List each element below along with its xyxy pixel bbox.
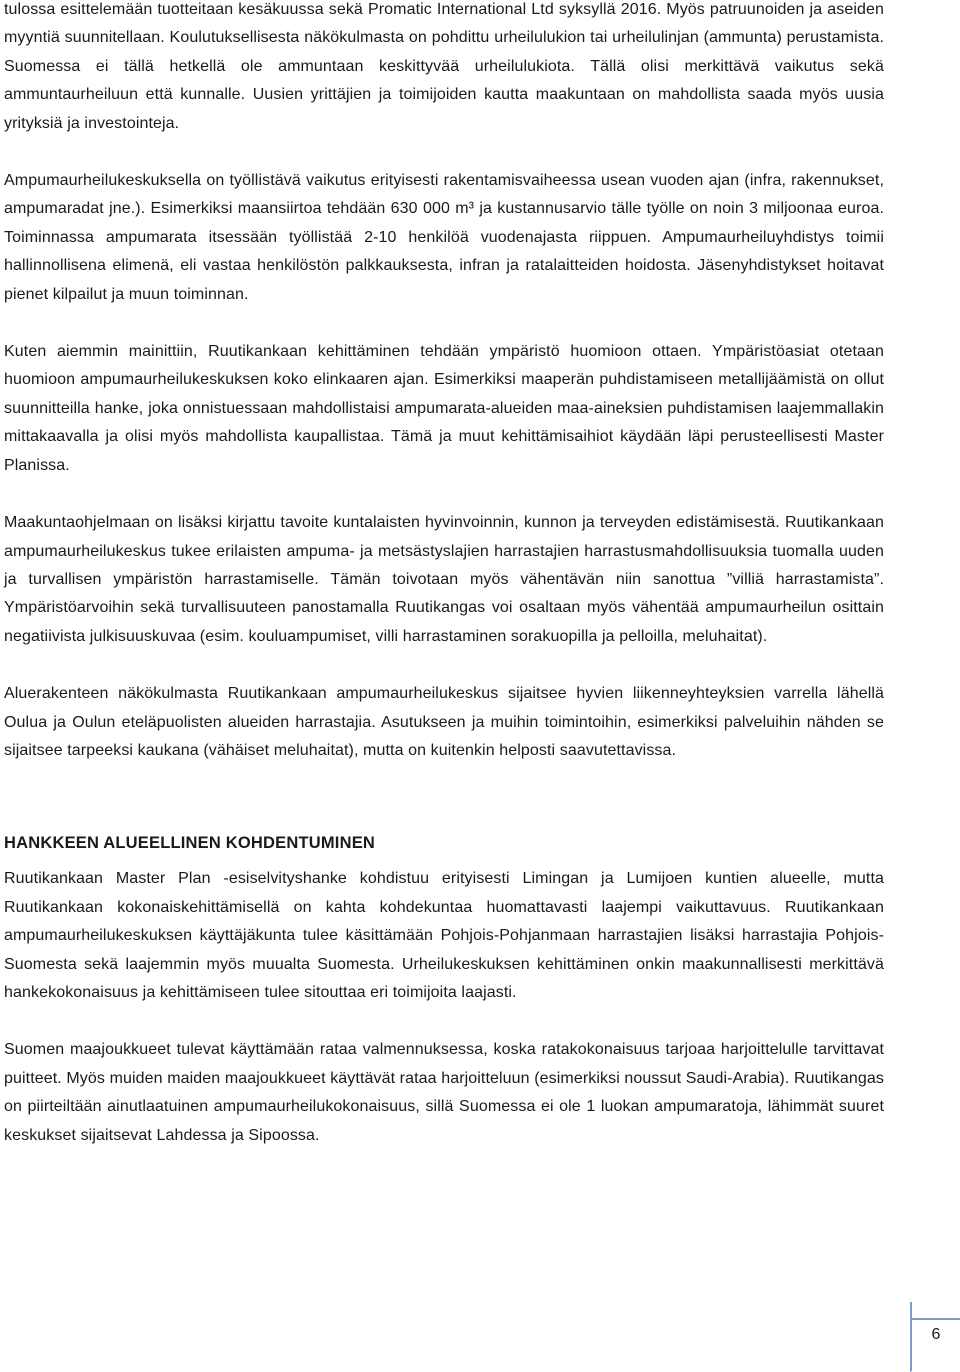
- paragraph: Ruutikankaan Master Plan -esiselvityshanke kohdistuu erityisesti Limingan ja Lumijoen kuntien alueelle, mutta Ruutikankaan kokonaiskehittämisellä on kahta kohdekuntaa huomattavasti laajempi vaikuttavuus. Ruutikankaan ampumaurheilukeskuksen käyttäjäkunta tulee käsittämään Pohjois-Pohjanmaan harrastajien lisäksi harrastajia Pohjois-Suomesta sekä laajemmin myös muualta Suomesta. Urheilukeskuksen kehittäminen onkin maakunnallisesti merkittävä hankekokonaisuus ja kehittämiseen tulee sitouttaa eri toimijoita laajasti.: [4, 870, 884, 1001]
- section-heading: HANKKEEN ALUEELLINEN KOHDENTUMINEN: [4, 834, 376, 853]
- paragraph: Suomen maajoukkueet tulevat käyttämään rataa valmennuksessa, koska ratakokonaisuus tarjoaa harjoittelulle tarvittavat puitteet. Myös muiden maiden maajoukkueet käyttävät rataa harjoitteluun (esimerkiksi noussut Saudi-Arabia). Ruutikangas on piirteiltään ainutlaatuinen ampumaurheilukokonaisuus, sillä Suomessa ei ole 1 luokan ampumaratoja, lähimmät suuret keskukset sijaitsevat Lahdessa ja Sipoossa.: [4, 1041, 884, 1144]
- page-number-box: [910, 1302, 960, 1372]
- page-number: 6: [931, 1326, 941, 1343]
- paragraph: Aluerakenteen näkökulmasta Ruutikankaan ampumaurheilukeskus sijaitsee hyvien liikenneyhteyksien varrella lähellä Oulua ja Oulun eteläpuolisten alueiden harrastajia. Asutukseen ja muihin toimintoihin, esimerkiksi palveluihin nähden se sijaitsee tarpeeksi kaukana (vähäiset meluhaitat), mutta on kuitenkin helposti saavutettavissa.: [4, 685, 884, 759]
- paragraph: tulossa esittelemään tuotteitaan kesäkuussa sekä Promatic International Ltd syksyllä 2016. Myös patruunoiden ja aseiden myyntiä suunnitellaan. Koulutuksellisesta näkökulmasta on pohdittu urheilulukion tai urheilulinjan (ammunta) perustamista. Suomessa ei tällä hetkellä ole ammuntaan keskittyvää urheilulukiota. Tällä olisi merkittävä vaikutus sekä ammuntaurheiluun että kunnalle. Uusien yrittäjien ja toimijoiden kautta maakuntaan on mahdollista saada myös uusia yrityksiä ja investointeja.: [4, 1, 884, 132]
- paragraph: Kuten aiemmin mainittiin, Ruutikankaan kehittäminen tehdään ympäristö huomioon ottaen. Ympäristöasiat otetaan huomioon ampumaurheilukeskuksen koko elinkaaren ajan. Esimerkiksi maaperän puhdistamiseen metallijäämistä on ollut suunnitteilla hanke, joka onnistuessaan mahdollistaisi ampumarata-alueiden maa-aineksien puhdistamisen laajemmallakin mittakaavalla ja olisi myös mahdollista kaupallistaa. Tämä ja muut kehittämisaihiot käydään läpi perusteellisesti Master Planissa.: [4, 343, 884, 474]
- page-content: [4, 0, 884, 1179]
- paragraph: Maakuntaohjelmaan on lisäksi kirjattu tavoite kuntalaisten hyvinvoinnin, kunnon ja terveyden edistämisestä. Ruutikankaan ampumaurheilukeskus tukee erilaisten ampuma- ja metsästyslajien harrastajien harrastusmahdollisuuksia tuomalla uuden ja turvallisen ympäristön harrastamiselle. Tämän toivotaan myös vähentävän niin sanottua ”villiä harrastamista”. Ympäristöarvoihin sekä turvallisuuteen panostamalla Ruutikangas voi osaltaan myös vähentää ampumaurheilun osittain negatiivista julkisuuskuvaa (esim. kouluampumiset, villi harrastaminen sorakuopilla ja pelloilla, meluhaitat).: [4, 514, 884, 645]
- paragraph: Ampumaurheilukeskuksella on työllistävä vaikutus erityisesti rakentamisvaiheessa usean vuoden ajan (infra, rakennukset, ampumaradat jne.). Esimerkiksi maansiirtoa tehdään 630 000 m³ ja kustannusarvio tälle työlle on noin 3 miljoonaa euroa. Toiminnassa ampumarata itsessään työllistää 2-10 henkilöä vuodenajasta riippuen. Ampumaurheiluyhdistys toimii hallinnollisena elimenä, eli vastaa henkilöstön palkkauksesta, infran ja ratalaitteiden hoidosta. Jäsenyhdistykset hoitavat pienet kilpailut ja muun toiminnan.: [4, 172, 884, 303]
